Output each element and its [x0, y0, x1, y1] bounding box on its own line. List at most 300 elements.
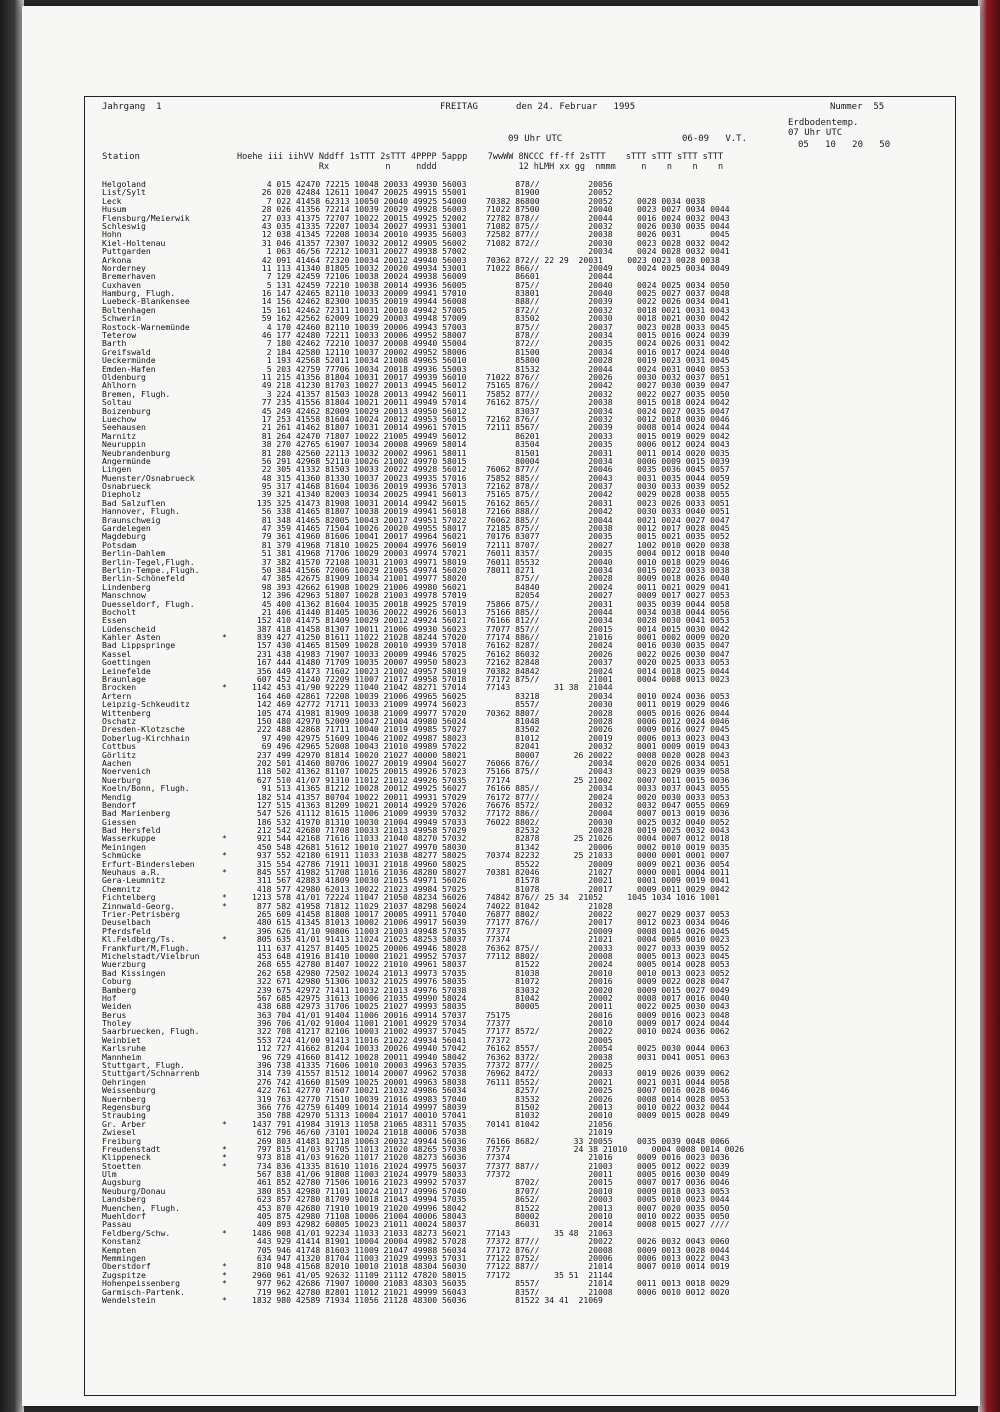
station-values: 877 582 41958 71812 11029 21037 48298 56024 74022 81042 21028	[256, 900, 613, 911]
station-values: 142 469 42772 71711 10033 21009 49974 56023 8557/ 20030 0011 0019 0029 0046	[256, 699, 730, 710]
station-values: 59 162 42562 62009 10029 20003 49948 57009 83502 20030 0018 0021 0030 0042	[261, 313, 730, 324]
station-name: Schleswig	[102, 220, 146, 231]
station-values: 396 706 41/02 91004 11001 21001 49929 57034 77377 20010 0009 0017 0024 0044	[256, 1018, 730, 1029]
station-values: 4 015 42470 72215 10048 20033 49930 56003 878// 20056	[266, 179, 613, 189]
mountain-station-mark: *	[222, 1118, 227, 1129]
station-name: Wuerzburg	[102, 959, 146, 970]
station-values: 265 609 41458 81808 10017 20005 49911 57040 76877 8802/ 20022 0027 0029 0037 0053	[256, 908, 730, 919]
station-values: 405 875 42980 71108 10006 21004 40006 58043 80002 20010 0010 0022 0035 0050	[256, 1211, 730, 1222]
station-values: 3 224 41357 81503 10028 20013 49942 56011 75852 877// 20032 0022 0027 0035 0050	[266, 388, 730, 399]
column-headers-line1: Hoehe iii iihVV Nddff 1sTTT 2sTTT 4PPPP 5appp 7wwWW 8NCCC ff-ff 2sTTT sTTT sTTT sTTT sTTT	[237, 152, 724, 162]
station-name: Kempten	[102, 1244, 137, 1255]
book-binding-left	[0, 0, 24, 1412]
date-label: den 24. Februar 1995	[516, 102, 636, 112]
station-name: Noervenich	[102, 766, 151, 777]
station-name: Lingen	[102, 464, 132, 475]
station-name: Kl.Feldberg/Ts.	[102, 934, 176, 945]
station-values: 350 788 42970 51313 10004 21017 40010 57041 81032 20010 0009 0015 0028 0049	[256, 1110, 730, 1121]
station-name: Teterow	[102, 330, 137, 341]
station-name: Nuernberg	[102, 1093, 146, 1104]
station-name: Hannover, Flugh.	[102, 506, 180, 517]
station-name: Bamberg	[102, 984, 137, 995]
station-name: Konstanz	[102, 1236, 141, 1247]
station-values: 705 946 41748 81603 11009 21047 49988 56034 77172 876// 20008 0009 0013 0028 0044	[256, 1244, 730, 1255]
station-name: Diepholz	[102, 489, 141, 500]
station-name: Schwerin	[102, 313, 141, 324]
station-values: 7 022 41458 62313 10050 20040 49925 54000 70382 86800 20052 0028 0034 0038	[266, 195, 706, 206]
station-values: 81 379 41968 71810 10025 20004 49976 56019 72111 8707/ 20027 1002 0010 0020 0038	[261, 539, 730, 550]
station-name: Gr. Arber	[102, 1118, 146, 1129]
station-values: 719 962 42780 82801 11012 21021 49999 56043 8357/ 21008 0006 0010 0012 0020	[256, 1286, 730, 1297]
station-values: 810 948 41568 82010 10010 21018 48304 56030 77122 887// 21014 0007 0010 0014 0019	[256, 1261, 730, 1272]
table-row	[102, 1296, 952, 1304]
station-values: 22 305 41332 81503 10033 20022 49928 56012 76062 877// 20046 0035 0036 0045 0057	[261, 464, 730, 475]
station-name: Michelstadt/Vielbrun	[102, 950, 200, 961]
station-values: 2 184 42580 12110 10037 20002 49952 58006 81500 20034 0016 0017 0024 0040	[266, 346, 730, 357]
station-name: Lindenberg	[102, 581, 151, 592]
soil-temp-title: Erdbodentemp.	[788, 118, 859, 128]
station-name: Görlitz	[102, 749, 137, 760]
station-values: 12 396 42963 51807 10028 21003 49978 57019 82054 20027 0009 0017 0027 0053	[261, 590, 730, 601]
station-name: Kassel	[102, 648, 132, 659]
precip-period: 06-09 V.T.	[682, 134, 748, 144]
station-values: 276 742 41660 81509 10025 20001 49963 58038 76111 8552/ 20021 0021 0031 0044 0058	[256, 1076, 730, 1087]
station-values: 26 020 42484 12611 10047 20025 49915 55001 81900 20052	[261, 187, 613, 198]
station-name: Goettingen	[102, 657, 151, 668]
station-name: Leck	[102, 195, 122, 206]
station-name: Magdeburg	[102, 531, 146, 542]
station-name: Stoetten	[102, 1160, 141, 1171]
station-values: 1486 908 41/01 92234 11033 21033 48273 56021 77143 35 48 21063	[252, 1227, 613, 1238]
station-values: 387 418 41458 81307 10011 21006 49930 56023 77077 857// 20015 0014 0015 0030 0042	[256, 623, 730, 634]
station-name: Brocken	[102, 682, 137, 693]
mountain-station-mark: *	[222, 833, 227, 844]
station-values: 1213 578 41/01 72224 11047 21050 48234 56026 74842 876// 25 34 21052 1045 1034 1016 1001	[252, 892, 720, 903]
station-name: Berlin-Schönefeld	[102, 573, 185, 584]
station-name: Leinefelde	[102, 665, 151, 676]
station-values: 314 739 41557 81512 10014 20007 49962 57038 76962 8472/ 20033 0019 0026 0039 0062	[256, 1068, 730, 1079]
station-name: Memmingen	[102, 1253, 146, 1263]
station-values: 118 502 41362 81107 10025 20015 49926 57023 75166 875// 20043 0023 0029 0039 0058	[256, 766, 730, 777]
station-values: 7 180 42462 72210 10037 20008 49940 55004 872// 20035 0024 0026 0031 0042	[266, 338, 730, 349]
station-values: 212 542 42680 71708 10033 21013 49958 57029 82532 20028 0019 0025 0032 0043	[256, 825, 730, 836]
station-values: 4 170 42460 82110 10039 20006 49943 57003 875// 20037 0023 0028 0033 0045	[266, 321, 730, 332]
station-values: 11 113 41340 81805 10032 20020 49934 53001 71022 866// 20049 0024 0025 0034 0049	[261, 262, 730, 273]
station-name: Freudenstadt	[102, 1143, 161, 1154]
mountain-station-mark: *	[222, 934, 227, 945]
station-name: Soltau	[102, 397, 132, 408]
station-values: 42 091 41464 72320 10034 20012 49940 56003 70362 872// 22 29 20031 0023 0023 0028 0038	[261, 254, 720, 265]
station-name: Husum	[102, 204, 127, 215]
station-values: 96 729 41660 81412 10028 20011 49940 58042 76362 8372/ 20038 0031 0041 0051 0063	[261, 1051, 730, 1062]
station-values: 5 203 42759 77706 10034 20018 49936 55003 81532 20044 0024 0031 0040 0053	[266, 363, 730, 374]
station-name: Weiden	[102, 1001, 132, 1012]
soil-depths: 05 10 20 50	[798, 140, 891, 150]
mountain-station-mark: *	[222, 1152, 227, 1163]
station-name: Doberlug-Kirchhain	[102, 732, 190, 743]
station-name: Oberstdorf	[102, 1261, 151, 1272]
station-table	[102, 180, 952, 1304]
station-values: 319 763 42770 71510 10039 21016 49983 57040 83532 20026 0008 0014 0028 0053	[256, 1093, 730, 1104]
station-values: 322 708 41217 82106 10003 21002 49937 57045 77177 8572/ 20022 0010 0024 0036 0062	[256, 1026, 730, 1037]
station-values: 150 480 42970 52009 10047 21004 49980 56024 81048 20028 0006 0012 0024 0046	[256, 716, 730, 726]
station-values: 409 893 42982 60805 10023 21011 40024 58037 86031 20014 0008 0015 0027 ////	[256, 1219, 730, 1230]
station-values: 79 361 41960 81606 10041 20017 49964 56021 70176 83077 20035 0015 0021 0035 0052	[261, 531, 730, 542]
station-name: Erfurt-Bindersleben	[102, 858, 195, 869]
station-name: Barth	[102, 338, 127, 349]
station-values: 38 270 42765 61907 10034 20008 49969 58014 83504 20035 0006 0012 0024 0043	[261, 439, 730, 450]
station-name: Straubing	[102, 1110, 146, 1121]
station-name: Luebeck-Blankensee	[102, 296, 190, 307]
station-values: 443 929 41414 81901 10004 20004 49982 57028 77372 877// 20022 0026 0032 0043 0060	[256, 1236, 730, 1247]
station-values: 973 818 41/03 91620 11017 21020 48273 56036 77374 21016 0009 0016 0023 0036	[256, 1152, 730, 1163]
station-name: Muehldorf	[102, 1211, 146, 1222]
station-values: 921 544 42168 71616 11033 21040 48270 57032 82878 25 21026 0004 0007 0012 0018	[256, 833, 730, 844]
station-name: Aachen	[102, 757, 132, 768]
station-name: Puttgarden	[102, 246, 151, 257]
station-values: 567 838 41/06 91808 11003 21024 49979 58033 77372 20011 0005 0016 0030 0049	[256, 1169, 730, 1180]
station-values: 237 499 42970 81814 10020 21027 40000 58021 80007 26 20022 0008 0020 0028 0043	[256, 749, 730, 760]
station-values: 612 796 46/60 /3101 10024 21018 40006 57038 21019	[256, 1127, 613, 1138]
station-values: 366 776 42759 61409 10014 21014 49997 58039 81502 20013 0010 0022 0032 0044	[256, 1101, 730, 1112]
mountain-station-mark: *	[222, 682, 227, 693]
station-name: Karlsruhe	[102, 1043, 146, 1054]
station-values: 77 235 41556 81804 10021 20011 49949 57014 76162 875// 20038 0015 0018 0024 0042	[261, 397, 730, 408]
station-column-header: Station	[102, 152, 140, 162]
station-values: 5 131 42459 72210 10038 20014 49936 56005 875// 20040 0024 0025 0034 0050	[266, 279, 730, 290]
station-values: 45 249 42462 82009 10029 20013 49950 56012 83037 20034 0024 0027 0035 0047	[261, 405, 730, 416]
station-values: 16 147 42465 82110 10033 20009 49941 57010 83801 20040 0025 0027 0037 0048	[261, 288, 730, 299]
mountain-station-mark: *	[222, 1227, 227, 1238]
station-name: Cottbus	[102, 741, 137, 752]
mountain-station-mark: *	[222, 892, 227, 903]
station-name: Luechow	[102, 413, 137, 424]
mountain-station-mark: *	[222, 1261, 227, 1272]
station-values: 634 947 41320 81704 11003 21029 49993 57031 77122 8752/ 20006 0006 0013 0022 0043	[256, 1253, 730, 1263]
station-values: 81 264 42470 71807 10022 21005 49949 56012 86201 20033 0015 0019 0029 0042	[261, 430, 730, 441]
station-name: Weissenburg	[102, 1085, 156, 1096]
station-name: Augsburg	[102, 1177, 141, 1188]
station-name: Feldberg/Schw.	[102, 1227, 171, 1238]
station-name: Pferdsfeld	[102, 925, 151, 936]
station-name: Berlin-Dahlem	[102, 548, 166, 559]
station-name: Bad Salzuflen	[102, 497, 166, 508]
station-values: 81 280 42560 22113 10032 20002 49961 58011 81501 20031 0011 0014 0020 0035	[261, 447, 730, 458]
station-values: 48 315 41360 81330 10037 20023 49935 57016 75852 885// 20043 0031 0035 0044 0059	[261, 472, 730, 483]
mountain-station-mark: *	[222, 850, 227, 861]
station-values: 12 038 41345 72208 10034 20010 49935 56003 72582 877// 20038 0026 0031 0045	[261, 229, 730, 240]
station-values: 311 567 42883 41809 10030 21015 49971 56026 81578 20021 0001 0009 0019 0041	[256, 875, 730, 886]
soil-temp-time: 07 Uhr UTC	[788, 128, 843, 138]
station-values: 977 962 42686 71907 10000 21083 48303 56035 8557/ 21014 0011 0013 0018 0029	[256, 1278, 730, 1289]
mountain-station-mark: *	[222, 1294, 227, 1305]
station-values: 31 046 41357 72307 10032 20012 49905 56002 71082 872// 20030 0023 0028 0032 0042	[261, 237, 730, 248]
station-name: Manschnow	[102, 590, 146, 601]
station-name: Duesseldorf, Flugh.	[102, 598, 195, 609]
day-label: FREITAG	[440, 102, 478, 112]
station-values: 356 449 41473 71602 10023 21002 49957 58019 70382 84842 20024 0014 0018 0025 0044	[256, 665, 730, 676]
station-values: 105 474 41981 81909 10038 21009 49977 57020 70362 8807/ 20028 0005 0016 0026 0044	[256, 707, 730, 718]
station-values: 363 704 41/01 91404 11006 20016 49914 57037 75175 20016 0009 0016 0023 0048	[256, 1009, 730, 1020]
station-name: Flensburg/Meierwik	[102, 212, 190, 223]
station-values: 1142 453 41/90 92229 11040 21042 48271 57014 77143 31 38 21044	[252, 682, 613, 693]
station-name: List/Sylt	[102, 187, 146, 198]
station-values: 49 218 41230 81703 10027 20013 49945 56012 75165 876// 20042 0027 0030 0039 0047	[261, 380, 730, 391]
station-values: 157 430 41465 81509 10028 20010 49939 57018 76162 8287/ 20024 0016 0030 0035 0047	[256, 640, 730, 651]
station-name: Marnitz	[102, 430, 137, 441]
station-values: 461 852 42780 71506 10016 21023 49992 57037 8702/ 20015 0007 0017 0036 0046	[256, 1177, 730, 1188]
station-values: 222 488 42868 71711 10040 21019 49985 57027 83502 20026 0009 0016 0027 0045	[256, 724, 730, 735]
station-values: 81 348 41465 82005 10043 20017 49951 57022 76062 885// 20044 0021 0024 0027 0047	[261, 514, 730, 525]
station-name: Saarbruecken, Flugh.	[102, 1026, 200, 1037]
station-name: Koeln/Bonn, Flugh.	[102, 783, 190, 794]
station-name: Landsberg	[102, 1194, 146, 1205]
station-values: 453 870 42680 71910 10019 21020 49996 58042 81522 20013 0007 0020 0035 0050	[256, 1202, 730, 1213]
station-values: 547 526 41112 81615 11006 21009 49939 57032 77172 886// 20004 0007 0013 0019 0036	[256, 808, 730, 819]
station-name: Bendorf	[102, 799, 137, 810]
station-name: Nuerburg	[102, 774, 141, 785]
station-name: Lüdenscheid	[102, 623, 156, 634]
mountain-station-mark: *	[222, 900, 227, 911]
station-name: Gardelegen	[102, 523, 151, 534]
station-values: 2960 961 41/05 92632 11109 21112 47820 58015 77172 35 51 21144	[252, 1269, 613, 1280]
station-values: 418 577 42980 62013 10022 21023 49984 57025 81078 20017 0009 0011 0029 0042	[256, 883, 730, 894]
station-name: Bad Lippspringe	[102, 640, 176, 651]
station-values: 47 385 42675 81909 10034 21001 49977 58020 875// 20028 0009 0018 0026 0040	[261, 573, 730, 584]
mountain-station-mark: *	[222, 1278, 227, 1289]
station-values: 28 026 41356 72214 10039 20029 49928 56003 71022 87500 20040 0023 0027 0034 0044	[261, 204, 730, 215]
station-name: Garmisch-Partenk.	[102, 1286, 185, 1297]
mountain-station-mark: *	[222, 1143, 227, 1154]
station-values: 480 615 41345 81013 10002 21006 49917 56039 77177 876// 20017 0012 0023 0034 0046	[256, 917, 730, 928]
station-values: 39 321 41340 82003 10034 20025 49941 56013 75165 875// 20042 0029 0028 0038 0055	[261, 489, 730, 500]
station-name: Ahlhorn	[102, 380, 137, 391]
mountain-station-mark: *	[222, 867, 227, 878]
station-name: Bad Marienberg	[102, 808, 171, 819]
station-name: Ulm	[102, 1169, 117, 1180]
station-name: Muenchen, Flugh.	[102, 1202, 180, 1213]
station-name: Meiningen	[102, 841, 146, 852]
station-name: Kiel-Holtenau	[102, 237, 166, 248]
station-values: 167 444 41480 71709 10035 20007 49950 58023 72162 82848 20037 0020 0025 0033 0053	[256, 657, 730, 668]
station-values: 453 648 41916 81410 10000 21021 49952 57037 77112 8802/ 20008 0005 0013 0023 0045	[256, 950, 730, 961]
station-name: Greifswald	[102, 346, 151, 357]
station-values: 56 338 41465 81807 10038 20019 49941 56018 72166 888// 20042 0030 0033 0040 0051	[261, 506, 730, 517]
station-name: Hamburg, Flugh.	[102, 288, 176, 299]
station-name: Wendelstein	[102, 1294, 156, 1305]
station-values: 268 655 42780 81407 10022 21010 49961 58037 81522 20024 0005 0014 0028 0053	[256, 959, 730, 970]
station-values: 95 317 41468 81604 10036 20019 49936 57013 72162 878// 20037 0030 0033 0039 0052	[261, 481, 730, 492]
station-values: 450 548 42681 51612 10010 21027 49970 58030 81342 20006 0002 0010 0019 0035	[256, 841, 730, 852]
station-values: 50 384 41566 72006 10029 21005 49974 56020 78011 8271 20034 0015 0022 0033 0038	[261, 564, 730, 575]
station-name: Muenster/Osnabrueck	[102, 472, 195, 483]
station-values: 239 675 42972 71411 10032 21013 49976 57038 83032 20020 0009 0015 0027 0049	[256, 984, 730, 995]
station-name: Neuburg/Donau	[102, 1185, 166, 1196]
station-name: Oldenburg	[102, 371, 146, 382]
station-name: Kahler Asten	[102, 632, 161, 643]
station-values: 91 513 41365 81212 10028 20012 49925 56027 76166 885// 20034 0033 0037 0043 0055	[261, 783, 730, 794]
station-name: Norderney	[102, 262, 146, 273]
station-name: Dresden-Klotzsche	[102, 724, 185, 735]
station-name: Frankfurt/M,Flugh.	[102, 942, 190, 953]
station-name: Freiburg	[102, 1135, 141, 1146]
station-values: 1437 791 41984 31913 11058 21065 48311 57035 70141 81042 21056	[252, 1118, 613, 1129]
station-name: Rostock-Warnemünde	[102, 321, 190, 332]
station-values: 186 532 41970 81310 10030 21004 49949 57033 76022 8802/ 20030 0025 0032 0040 0052	[256, 816, 730, 827]
station-values: 1 063 46/56 72212 10031 20027 49938 57002 20034 0024 0028 0032 0041	[266, 246, 730, 257]
station-name: Zugspitze	[102, 1269, 146, 1280]
station-name: Zwiesel	[102, 1127, 137, 1138]
station-values: 396 738 41335 71606 10010 20003 49963 57035 77372 877// 20025	[256, 1060, 613, 1071]
station-name: Klippeneck	[102, 1152, 151, 1163]
station-values: 51 381 41968 71706 10029 20003 49974 57021 76011 8357/ 20035 0004 0012 0018 0040	[261, 548, 730, 559]
station-values: 322 671 42980 51306 10032 21025 49976 58035 81072 20016 0009 0022 0028 0047	[256, 976, 730, 987]
document-page	[22, 6, 980, 1406]
station-values: 182 514 41357 80704 10022 20011 49931 57029 76172 877// 20024 0020 0030 0033 0053	[256, 791, 730, 802]
station-values: 262 658 42980 72502 10024 21013 49973 57035 81038 20010 0010 0013 0023 0052	[256, 967, 730, 978]
station-name: Bocholt	[102, 606, 137, 617]
station-values: 69 496 42965 52008 10043 21010 49989 57022 82041 20032 0001 0009 0019 0043	[261, 741, 730, 752]
mountain-station-mark: *	[222, 1160, 227, 1171]
mountain-station-mark: *	[222, 632, 227, 643]
station-name: Tholey	[102, 1018, 132, 1029]
station-values: 46 177 42480 72211 10033 20006 49952 58007 878// 20034 0015 0016 0024 0039	[261, 330, 730, 341]
station-name: Boltenhagen	[102, 304, 156, 315]
station-values: 627 510 41/07 91310 11012 21012 49926 57035 77174 25 21002 0007 0011 0015 0036	[256, 774, 730, 785]
station-values: 21 261 41462 81807 10031 20014 49961 57015 72111 8567/ 20039 0008 0014 0024 0044	[261, 422, 730, 433]
station-name: Leipzig-Schkeuditz	[102, 699, 190, 710]
station-values: 152 410 41475 81409 10029 20012 49924 56021 76166 812// 20034 0028 0030 0041 0053	[256, 615, 730, 626]
station-name: Zinnwald-Georg.	[102, 900, 176, 911]
station-name: Neubrandenburg	[102, 447, 171, 458]
station-name: Essen	[102, 615, 127, 626]
station-name: Trier-Petrisberg	[102, 908, 180, 919]
station-name: Weinbiet	[102, 1034, 141, 1045]
station-name: Artern	[102, 690, 132, 701]
station-values: 734 836 41335 81610 11016 21024 49975 56037 77377 887// 21003 0005 0012 0022 0039	[256, 1160, 730, 1171]
issue-number: Nummer 55	[830, 102, 885, 112]
station-values: 127 515 41363 81209 10021 20014 49929 57026 76676 8572/ 20032 0032 0047 0055 0069	[256, 799, 730, 810]
station-name: Arkona	[102, 254, 132, 265]
station-values: 845 557 41982 51708 11016 21036 48280 58027 70381 82046 21027 0000 0001 0004 0011	[256, 867, 730, 878]
station-name: Mendig	[102, 791, 132, 802]
station-name: Passau	[102, 1219, 132, 1230]
station-name: Neuhaus a.R.	[102, 867, 161, 878]
station-values: 164 460 42861 72208 10039 21006 49965 56025 83218 20034 0010 0024 0036 0053	[256, 690, 730, 701]
station-name: Wittenberg	[102, 707, 151, 718]
station-values: 623 857 42780 81709 10018 21043 49994 57035 8652/ 20003 0005 0010 0023 0044	[256, 1194, 730, 1205]
station-values: 380 853 42980 71101 10024 21017 49996 57040 8707/ 20010 0009 0018 0033 0053	[256, 1185, 730, 1196]
station-name: Berus	[102, 1009, 127, 1020]
station-values: 43 035 41335 72207 10034 20027 49931 53001 71082 875// 20032 0026 0030 0035 0044	[261, 220, 730, 231]
station-values: 112 727 41662 81204 10033 20026 49940 57042 76162 8557/ 20054 0025 0030 0044 0063	[256, 1043, 730, 1054]
station-values: 27 033 41375 72707 10022 20015 49925 52002 72782 878// 20044 0016 0024 0032 0043	[261, 212, 730, 223]
station-name: Gera-Leumnitz	[102, 875, 166, 886]
station-values: 315 554 42786 71911 10031 21018 49960 58025 85522 20009 0009 0021 0036 0054	[256, 858, 730, 869]
station-name: Braunlage	[102, 674, 146, 685]
station-values: 607 452 41240 72209 11007 21017 49958 57018 77172 875// 21001 0004 0008 0013 0023	[256, 674, 730, 685]
station-name: Deuselbach	[102, 917, 151, 928]
station-name: Coburg	[102, 976, 132, 987]
station-name: Fichtelberg	[102, 892, 156, 903]
station-values: 98 393 42662 61908 10029 21006 49980 56021 84840 20024 0011 0021 0029 0041	[261, 581, 730, 592]
station-name: Berlin-Tempe.,Flugh.	[102, 564, 200, 575]
station-values: 202 501 41460 80706 10027 20019 49904 56027 76066 876// 20034 0020 0026 0034 0051	[256, 757, 730, 768]
station-name: Potsdam	[102, 539, 137, 550]
station-name: Stuttgart/Schnarrenb	[102, 1068, 200, 1079]
station-name: Seehausen	[102, 422, 146, 433]
station-name: Hof	[102, 992, 117, 1003]
station-name: Ueckermünde	[102, 355, 156, 366]
observation-time: 09 Uhr UTC	[508, 134, 563, 144]
station-name: Oschatz	[102, 716, 137, 726]
station-name: Mannheim	[102, 1051, 141, 1062]
station-name: Stuttgart, Flugh.	[102, 1060, 185, 1071]
station-values: 45 400 41362 81604 10035 20018 49925 57019 75866 875// 20031 0035 0039 0044 0058	[261, 598, 730, 609]
station-name: Giessen	[102, 816, 137, 827]
station-values: 17 253 41558 81604 10024 20012 49953 56015 72162 876// 20032 0012 0018 0030 0046	[261, 413, 730, 424]
station-name: Bad Hersfeld	[102, 825, 161, 836]
station-values: 111 637 41257 81405 10025 20006 49946 58028 76362 875// 20033 0027 0033 0039 0052	[256, 942, 730, 953]
station-values: 839 427 41250 81611 11022 21028 48244 57020 77174 886// 21016 0001 0002 0009 0020	[256, 632, 730, 643]
station-values: 21 406 41440 81405 10036 20022 49926 56013 75166 885// 20044 0034 0038 0044 0056	[261, 606, 730, 617]
station-name: Bremerhaven	[102, 271, 156, 282]
station-values: 15 161 42462 72311 10031 20010 49942 57005 872// 20032 0018 0021 0031 0043	[261, 304, 730, 315]
station-name: Hohenpeissenberg	[102, 1278, 180, 1289]
station-name: Oehringen	[102, 1076, 146, 1087]
station-name: Regensburg	[102, 1101, 151, 1112]
station-name: Emden-Hafen	[102, 363, 156, 374]
station-values: 56 291 42968 52110 10026 21002 49970 58015 80004 20034 0006 0009 0015 0039	[261, 455, 730, 466]
station-name: Osnabrueck	[102, 481, 151, 492]
station-name: Chemnitz	[102, 883, 141, 894]
station-name: Angermünde	[102, 455, 151, 466]
column-headers-line2: Rx n nddd 12 hLMH xx gg nmmm n n n n	[237, 162, 724, 172]
jahrgang-label: Jahrgang 1	[102, 102, 162, 112]
station-name: Schmücke	[102, 850, 141, 861]
station-values: 1 193 42568 52011 10034 21008 49965 56010 85800 20028 0019 0023 0031 0045	[266, 355, 730, 366]
station-values: 422 761 42770 71607 10021 21032 49986 56034 8257/ 20025 0007 0016 0028 0046	[256, 1085, 730, 1096]
station-values: 1832 980 42589 71934 11056 21128 48300 56036 81522 34 41 21069	[252, 1294, 603, 1305]
station-name: Neuruppin	[102, 439, 146, 450]
station-values: 97 490 42975 51609 10046 21002 49987 58023 81012 20019 0006 0013 0023 0043	[261, 732, 730, 743]
station-name: Boizenburg	[102, 405, 151, 416]
station-values: 231 438 41983 71907 10033 20009 49946 57025 76162 86032 20026 0022 0026 0030 0047	[256, 648, 730, 659]
station-values: 937 552 42180 61911 11033 21038 48277 58025 70374 82232 25 21033 0000 0001 0001 0007	[256, 850, 730, 861]
station-name: Wasserkuppe	[102, 833, 156, 844]
station-values: 269 803 41481 82118 10063 20032 49944 56036 76166 8682/ 33 20055 0035 0039 0048 0066	[256, 1135, 730, 1146]
station-name: Helgoland	[102, 179, 146, 189]
mountain-station-mark: *	[222, 1269, 227, 1280]
station-name: Berlin-Tegel,Flugh.	[102, 556, 195, 567]
station-values: 553 724 41/00 91413 11016 21022 49934 56041 77372 20005	[256, 1034, 613, 1045]
station-name: Cuxhaven	[102, 279, 141, 290]
station-values: 47 359 41465 71504 10026 20020 49955 58017 72185 875// 20038 0012 0017 0028 0045	[261, 523, 730, 534]
station-values: 37 382 41570 72108 10031 21003 49971 58019 76011 85532 20040 0010 0018 0029 0046	[261, 556, 730, 567]
station-values: 438 688 42973 31706 10025 21027 49993 58035 80005 20011 0022 0025 0030 0043	[256, 1001, 730, 1012]
station-values: 805 635 41/01 91413 11024 21025 48253 58037 77374 21021 0004 0005 0010 0023	[256, 934, 730, 945]
station-values: 135 325 41473 81908 10031 20014 49942 56015 76162 865// 20031 0023 0026 0033 0051	[256, 497, 730, 508]
station-name: Bremen, Flugh.	[102, 388, 171, 399]
station-name: Bad Kissingen	[102, 967, 166, 978]
station-values: 14 156 42462 82300 10035 20019 49944 56008 888// 20039 0022 0026 0034 0041	[261, 296, 730, 307]
book-binding-right	[978, 0, 1000, 1412]
station-values: 797 815 41/03 91705 11013 21020 48265 57038 77577 24 38 21010 0004 0008 0014 0026	[256, 1143, 745, 1154]
station-values: 396 626 41/10 90806 11003 21003 49948 57035 77377 20009 0008 0014 0026 0045	[256, 925, 730, 936]
station-name: Hohn	[102, 229, 122, 240]
station-name: Braunschweig	[102, 514, 161, 525]
station-values: 567 685 42975 31613 10006 21035 49990 58024 81042 20002 0008 0017 0016 0040	[256, 992, 730, 1003]
